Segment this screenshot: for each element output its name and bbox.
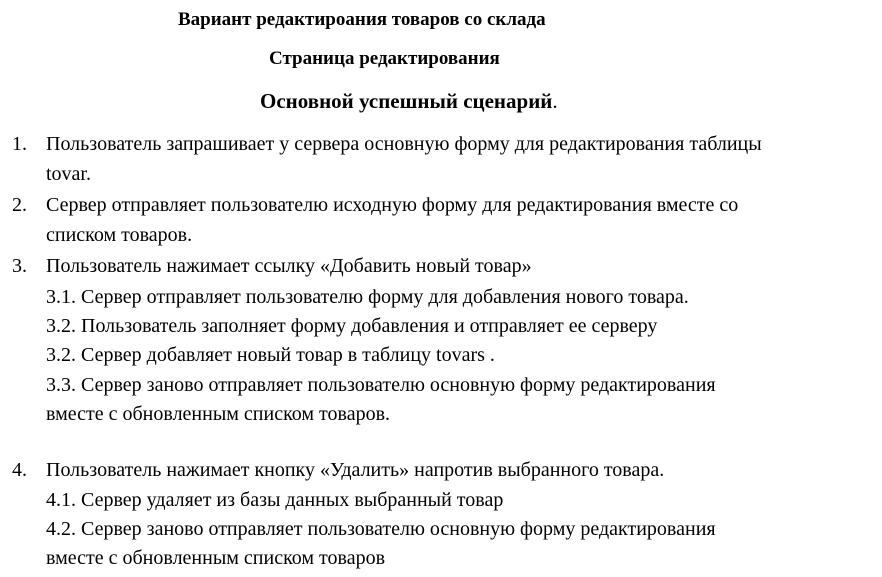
step-3-1-text: 3.1. Сервер отправляет пользователю форму для добавления нового товара.: [46, 286, 689, 308]
step-1-text-line1: Пользователь запрашивает у сервера основную форму для редактирования таблицы: [46, 133, 762, 155]
step-3-3-text-line1: 3.3. Сервер заново отправляет пользователю основную форму редактирования: [46, 374, 716, 396]
step-4-number: 4.: [12, 459, 27, 481]
step-4-2-text-line2: вместе с обновленным списком товаров: [46, 547, 386, 569]
step-3-2-text: 3.2. Пользователь заполняет форму добавления и отправляет ее серверу: [46, 315, 658, 337]
step-3-2b-text: 3.2. Сервер добавляет новый товар в таблицу tovars .: [46, 344, 495, 366]
step-1-text-line2: tovar.: [46, 163, 91, 185]
step-4-2-text-line1: 4.2. Сервер заново отправляет пользователю основную форму редактирования: [46, 518, 716, 540]
step-2-text-line2: списком товаров.: [46, 224, 193, 246]
step-4-text: Пользователь нажимает кнопку «Удалить» напротив выбранного товара.: [46, 459, 665, 481]
step-3-3-text-line2: вместе с обновленным списком товаров.: [46, 403, 391, 425]
page-subtitle: Страница редактирования: [269, 48, 500, 69]
scenario-title: Основной успешный сценарий: [260, 89, 553, 113]
step-2-text-line1: Сервер отправляет пользователю исходную форму для редактирования вместе со: [46, 194, 739, 216]
step-3-number: 3.: [12, 255, 27, 277]
step-2-number: 2.: [12, 194, 27, 216]
scenario-period: .: [552, 89, 558, 113]
step-3-text: Пользователь нажимает ссылку «Добавить новый товар»: [46, 255, 532, 277]
document-title: Вариант редактироания товаров со склада: [178, 9, 546, 30]
step-4-1-text: 4.1. Сервер удаляет из базы данных выбранный товар: [46, 489, 504, 511]
step-1-number: 1.: [12, 133, 27, 155]
scenario-heading: [260, 89, 558, 113]
